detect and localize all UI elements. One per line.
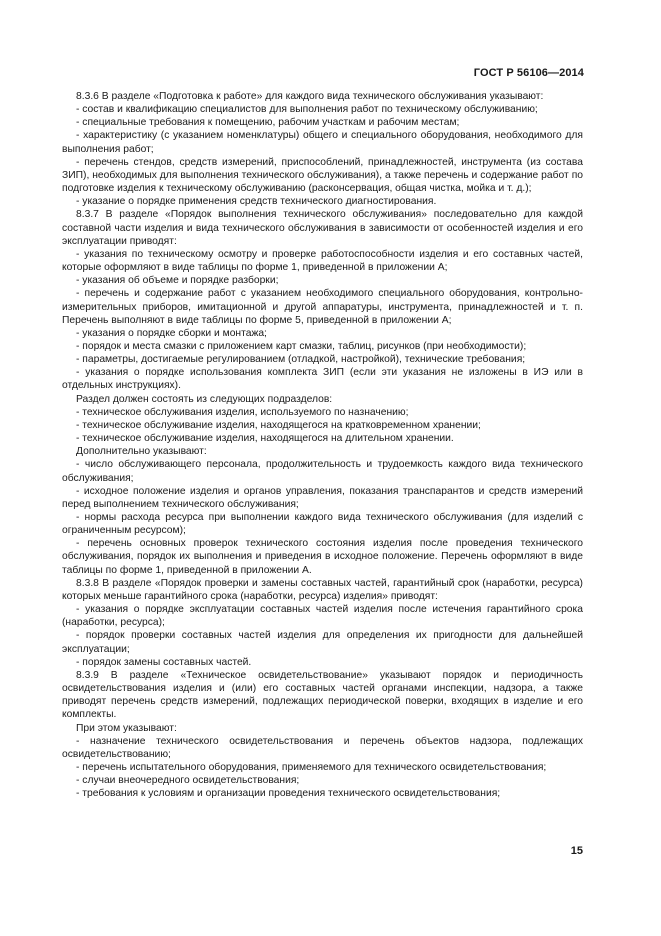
paragraph: - указания по техническому осмотру и проверке работоспособности изделия и его составных частей, которые оформляют в виде таблицы по форме 1, приведенной в приложении А; — [62, 248, 583, 274]
page-number: 15 — [570, 845, 583, 857]
paragraph: 8.3.7 В разделе «Порядок выполнения технического обслуживания» последовательно для каждой составной части изделия и вида технического обслуживания в зависимости от особенностей изделия и его эксплуатации приводят: — [62, 209, 583, 247]
paragraph: - порядок замены составных частей. — [76, 656, 252, 668]
paragraph: - случаи внеочередного освидетельствования; — [76, 775, 300, 787]
paragraph: - указания об объеме и порядке разборки; — [76, 275, 279, 287]
paragraph: - нормы расхода ресурса при выполнении каждого вида технического обслуживания (для изделий с ограниченным ресурсом); — [62, 512, 583, 537]
document-body — [62, 90, 583, 800]
paragraph: 8.3.6 В разделе «Подготовка к работе» для каждого вида технического обслуживания указывают: — [76, 91, 544, 102]
paragraph: - указания о порядке использования комплекта ЗИП (если эти указания не изложены в ИЭ или в отдельных инструкциях). — [62, 367, 583, 392]
paragraph: 8.3.9 В разделе «Техническое освидетельствование» указывают порядок и периодичность освидетельствования изделия и (или) его составных частей органами инспекции, надзора, а также приводят перечень средств измерений, подлежащих периодической поверки, входящих в изделие и его комплекты. — [62, 669, 583, 721]
paragraph: - порядок проверки составных частей изделия для определения их пригодности для дальнейшей эксплуатации; — [62, 630, 583, 655]
paragraph: - перечень стендов, средств измерений, приспособлений, принадлежностей, инструмента (из состава ЗИП), необходимых для выполнения технического обслуживания), а также перечень и содержание работ по подготовке изделия к техническому обслуживанию (расконсервация, общая чистка, мойка и т. д.); — [62, 156, 583, 195]
paragraph: - характеристику (с указанием номенклатуры) общего и специального оборудования, необходимого для выполнения работ; — [62, 130, 583, 155]
paragraph: - назначение технического освидетельствования и перечень объектов надзора, подлежащих освидетельствованию; — [62, 735, 583, 760]
paragraph: - перечень испытательного оборудования, применяемого для технического освидетельствования; — [76, 761, 547, 773]
paragraph: - параметры, достигаемые регулированием (отладкой, настройкой), технические требования; — [76, 354, 526, 366]
paragraph: - указания о порядке эксплуатации составных частей изделия после истечения гарантийного срока (наработки, ресурса); — [62, 604, 583, 629]
paragraph: - указание о порядке применения средств технического диагностирования. — [76, 196, 437, 208]
paragraph: - техническое обслуживания изделия, используемого по назначению; — [76, 406, 409, 418]
paragraph: - техническое обслуживание изделия, находящегося на кратковременном хранении; — [76, 419, 481, 431]
paragraph: - требования к условиям и организации проведения технического освидетельствования; — [76, 788, 501, 800]
paragraph: - перечень основных проверок технического состояния изделия после проведения технического обслуживания, порядок их выполнения и приведения в исходное положение. Перечень оформляют в виде таблицы по форме 1, приведенной в приложении А. — [62, 538, 583, 576]
paragraph: - специальные требования к помещению, рабочим участкам и рабочим местам; — [76, 117, 460, 129]
paragraph: - указания о порядке сборки и монтажа; — [76, 327, 267, 339]
paragraph: - перечень и содержание работ с указанием необходимого специального оборудования, контрольно-измерительных приборов, имитационной и другой аппаратуры, инструмента, принадлежностей и т. п. Перечень выполняют в виде таблицы по форме 5, приведенной в приложении А; — [62, 288, 583, 326]
paragraph: При этом указывают: — [76, 722, 177, 734]
paragraph: Дополнительно указывают: — [76, 446, 207, 458]
paragraph: 8.3.8 В разделе «Порядок проверки и замены составных частей, гарантийный срок (наработки, ресурса) которых меньше гарантийного срока (наработки, ресурса) изделия» приводят: — [62, 577, 583, 602]
paragraph: - число обслуживающего персонала, продолжительность и трудоемкость каждого вида технического обслуживания; — [62, 459, 583, 484]
paragraph: Раздел должен состоять из следующих подразделов: — [76, 393, 333, 405]
paragraph: - состав и квалификацию специалистов для выполнения работ по техническому обслуживанию; — [76, 104, 538, 116]
paragraph: - порядок и места смазки с приложением карт смазки, таблиц, рисунков (при необходимости); — [76, 340, 527, 352]
standard-header: ГОСТ Р 56106—2014 — [473, 67, 584, 79]
paragraph: - исходное положение изделия и органов управления, показания транспарантов и средств измерений перед выполнением технического обслуживания; — [62, 485, 583, 510]
paragraph: - техническое обслуживание изделия, находящегося на длительном хранении. — [76, 433, 454, 445]
